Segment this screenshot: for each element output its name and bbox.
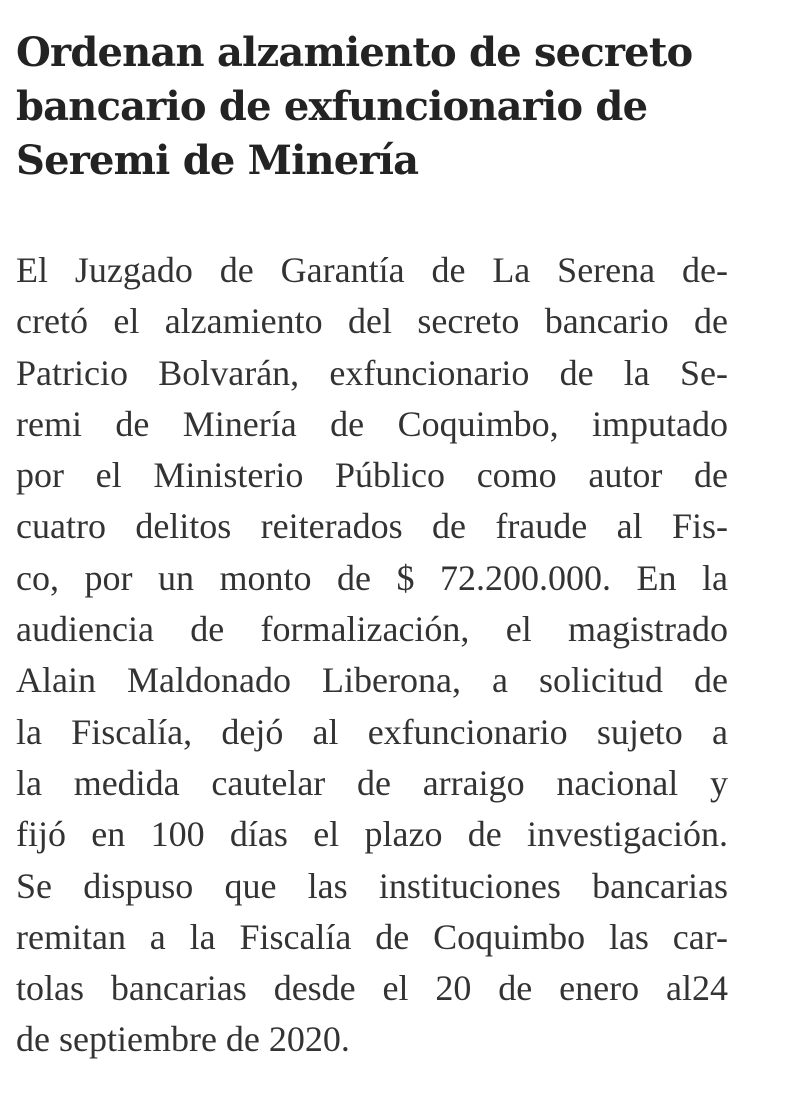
article-body bbox=[16, 188, 728, 1066]
headline-line: Seremi de Minería bbox=[16, 137, 419, 184]
body-line: por el Ministerio Público como autor de bbox=[16, 455, 728, 496]
article-headline bbox=[16, 0, 728, 188]
body-line: la Fiscalía, dejó al exfuncionario sujeto a bbox=[16, 711, 728, 752]
headline-line: bancario de exfuncionario de bbox=[16, 83, 648, 130]
body-line: remi de Minería de Coquimbo, imputado bbox=[16, 403, 728, 444]
body-line: cuatro delitos reiterados de fraude al Fis- bbox=[16, 506, 728, 547]
body-line: Se dispuso que las instituciones bancarias bbox=[16, 865, 728, 906]
body-line: la medida cautelar de arraigo nacional y bbox=[16, 762, 728, 803]
body-line: El Juzgado de Garantía de La Serena de- bbox=[16, 250, 728, 290]
body-line: cretó el alzamiento del secreto bancario de bbox=[16, 301, 728, 342]
body-line: Alain Maldonado Liberona, a solicitud de bbox=[16, 660, 728, 701]
body-line: de septiembre de 2020. bbox=[16, 1019, 350, 1060]
headline-line: Ordenan alzamiento de secreto bbox=[16, 29, 693, 76]
body-line: tolas bancarias desde el 20 de enero al24 bbox=[16, 968, 728, 1009]
body-line: fijó en 100 días el plazo de investigación. bbox=[16, 814, 728, 855]
body-line: co, por un monto de $ 72.200.000. En la bbox=[16, 557, 728, 598]
body-line: Patricio Bolvarán, exfuncionario de la Se- bbox=[16, 352, 728, 393]
body-line: remitan a la Fiscalía de Coquimbo las car- bbox=[16, 916, 728, 957]
body-line: audiencia de formalización, el magistrado bbox=[16, 609, 728, 650]
news-article bbox=[16, 0, 728, 1066]
